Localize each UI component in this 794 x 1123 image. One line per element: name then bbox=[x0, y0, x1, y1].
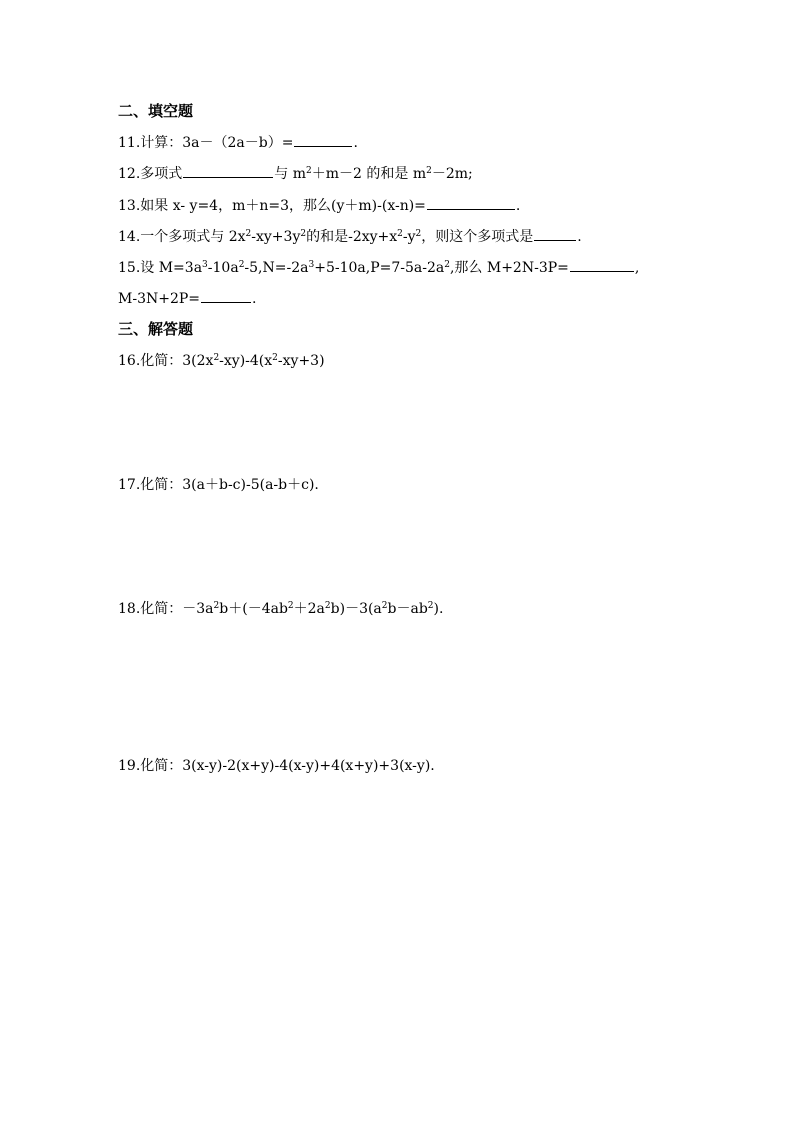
question-number: 11. bbox=[118, 135, 141, 151]
question-19: 19.化简：3(x-y)-2(x+y)-4(x-y)+4(x+y)+3(x-y). bbox=[118, 758, 435, 774]
question-number: 16. bbox=[118, 353, 141, 369]
question-number: 15. bbox=[118, 260, 141, 276]
question-17: 17.化简：3(a＋b-c)-5(a-b＋c). bbox=[118, 477, 319, 493]
question-number: 13. bbox=[118, 198, 141, 214]
question-number: 19. bbox=[118, 758, 141, 774]
question-number: 18. bbox=[118, 601, 141, 617]
answer-blank[interactable] bbox=[183, 164, 273, 178]
question-13: 13.如果 x- y=4，m＋n=3，那么(y＋m)-(x-n)= . bbox=[118, 198, 521, 214]
question-number: 17. bbox=[118, 477, 141, 493]
section-solve-title: 三、解答题 bbox=[118, 320, 194, 338]
answer-blank[interactable] bbox=[294, 133, 352, 147]
question-number: 14. bbox=[118, 229, 141, 245]
question-number: 12. bbox=[118, 166, 141, 182]
answer-blank[interactable] bbox=[427, 196, 515, 210]
question-text: 计算：3a－（2a－b）= bbox=[140, 135, 294, 151]
answer-blank[interactable] bbox=[534, 227, 576, 241]
answer-blank[interactable] bbox=[570, 258, 634, 272]
question-15: 15.设 $M=3a^3-10a^2-5,N=-2a^3+5-10a,P=7-5a-2a^2$,那么 M+2N-3P= , bbox=[118, 260, 640, 276]
answer-blank[interactable] bbox=[201, 289, 251, 303]
question-18: 18.化简：$-3a^2b+(-4ab^2+2a^2b)-3(a^2b-ab^2)$. bbox=[118, 601, 444, 617]
question-14: 14.一个多项式与 $2x^2-xy+3y^2$的和是$-2xy+x^2-y^2$，则这个多项式是 . bbox=[118, 229, 582, 245]
question-16: 16.化简：$3(2x^2-xy)-4(x^2-xy+3)$ bbox=[118, 353, 325, 369]
question-12: 12.多项式 与 $m^2+m-2$ 的和是 $m^2-2m$; bbox=[118, 166, 473, 182]
question-11: 11.计算：3a－（2a－b）= . bbox=[118, 135, 358, 151]
section-fill-in-title: 二、填空题 bbox=[118, 102, 194, 120]
question-15-line-2: M-3N+2P= . bbox=[118, 291, 257, 307]
